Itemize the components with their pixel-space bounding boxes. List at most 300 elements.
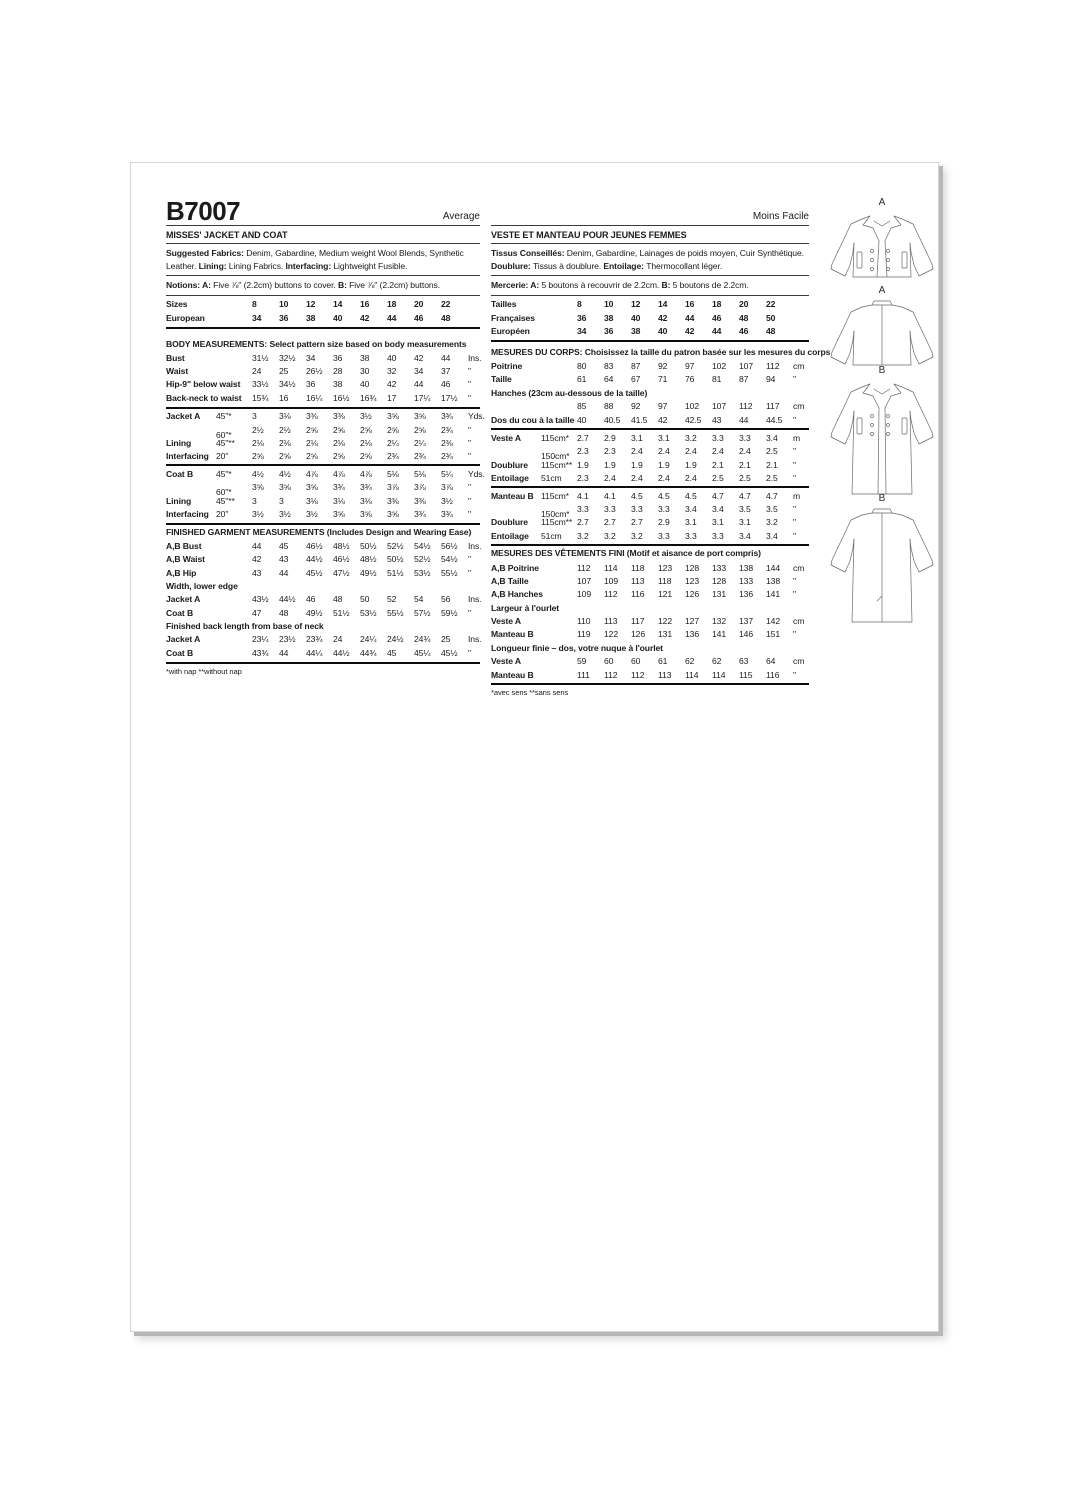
row-label: Veste A 115cm* bbox=[491, 433, 569, 443]
table-cell: 16 bbox=[360, 299, 370, 310]
view-label: B bbox=[878, 365, 886, 376]
unit-cell: m bbox=[793, 490, 801, 501]
row-label: Doublure 115cm** bbox=[491, 517, 573, 528]
row-label: A,B Taille bbox=[491, 575, 529, 586]
table-cell: 110 bbox=[577, 616, 591, 627]
table-row bbox=[491, 601, 809, 614]
table-cell: 118 bbox=[631, 562, 645, 573]
table-cell: 117 bbox=[631, 616, 645, 627]
table-cell: 60 bbox=[604, 656, 614, 667]
table-cell: 88 bbox=[604, 401, 614, 412]
table-cell: 60 bbox=[631, 656, 641, 667]
table-cell: 3.3 bbox=[685, 530, 697, 541]
table-cell: 3 bbox=[252, 495, 257, 506]
notions-text bbox=[166, 278, 480, 293]
table-cell: 3¾ bbox=[441, 411, 453, 422]
fabric-width-spec: 115cm* bbox=[541, 490, 569, 501]
finished-measurements-heading: FINISHED GARMENT MEASUREMENTS (Includes Design and Wearing Ease) bbox=[166, 526, 472, 537]
table-row bbox=[166, 480, 480, 498]
table-row bbox=[166, 539, 480, 552]
french-column bbox=[491, 193, 831, 698]
table-cell: 127 bbox=[685, 616, 700, 627]
table-cell: 23¼ bbox=[252, 634, 269, 645]
table-cell: 53½ bbox=[414, 567, 431, 578]
table-row bbox=[166, 450, 480, 463]
fabric-width-spec: 150cm* bbox=[541, 451, 570, 462]
table-cell: 2.4 bbox=[604, 473, 616, 484]
table-cell: 28 bbox=[333, 366, 343, 377]
table-row bbox=[166, 391, 480, 404]
table-cell: 2⅝ bbox=[360, 424, 372, 435]
table-cell: 114 bbox=[712, 669, 726, 680]
row-label: Doublure 115cm** bbox=[491, 459, 573, 470]
mesures-fini-table bbox=[491, 561, 809, 682]
table-cell: 34 bbox=[577, 326, 587, 337]
table-row bbox=[166, 619, 480, 632]
table-cell: 3⅜ bbox=[333, 411, 345, 422]
suggested-fabrics-text bbox=[166, 246, 480, 273]
table-cell: 3⅞ bbox=[387, 482, 399, 493]
table-cell: 10 bbox=[279, 299, 289, 310]
fabric-width-spec: 60"* bbox=[216, 487, 232, 498]
table-cell: 51½ bbox=[387, 567, 404, 578]
sizes-table-fr bbox=[491, 298, 809, 338]
table-cell: 62 bbox=[712, 656, 722, 667]
unit-cell: cm bbox=[793, 562, 805, 573]
table-cell: 112 bbox=[766, 361, 780, 372]
table-cell: 3⅛ bbox=[279, 411, 291, 422]
table-cell: 3.2 bbox=[685, 433, 697, 443]
unit-cell: " bbox=[793, 530, 796, 541]
unit-cell: " bbox=[468, 366, 471, 377]
unit-cell: " bbox=[468, 554, 471, 565]
table-cell: 3½ bbox=[252, 508, 264, 519]
table-row bbox=[166, 579, 480, 592]
table-cell: 2.5 bbox=[739, 473, 751, 484]
table-cell: 44 bbox=[279, 567, 289, 578]
table-cell: 46½ bbox=[333, 554, 350, 565]
unit-cell: " bbox=[793, 517, 796, 528]
fabric-width-spec: 45"** bbox=[216, 495, 235, 506]
table-cell: 2.7 bbox=[577, 433, 589, 443]
unit-cell: Ins. bbox=[468, 634, 482, 645]
unit-cell: Ins. bbox=[468, 352, 482, 363]
table-cell: 24 bbox=[333, 634, 343, 645]
table-cell: 44½ bbox=[333, 647, 350, 658]
table-cell: 121 bbox=[658, 589, 673, 600]
table-cell: 48 bbox=[279, 607, 289, 618]
table-cell: 61 bbox=[577, 374, 587, 385]
table-cell: 138 bbox=[739, 562, 754, 573]
table-row bbox=[166, 552, 480, 565]
table-row bbox=[491, 298, 809, 311]
table-row bbox=[491, 413, 809, 426]
table-cell: 126 bbox=[631, 629, 646, 640]
unit-cell: " bbox=[793, 629, 796, 640]
row-label: Entoilage 51cm bbox=[491, 530, 562, 541]
table-cell: 5⅛ bbox=[414, 468, 426, 479]
row-label: A,B Waist bbox=[166, 554, 205, 565]
unit-cell: " bbox=[793, 575, 796, 586]
row-heading: Largeur à l'ourlet bbox=[491, 602, 560, 613]
unit-cell: " bbox=[468, 379, 471, 390]
table-cell: 36 bbox=[333, 352, 343, 363]
table-cell: 2.3 bbox=[577, 473, 589, 484]
bold-run: Lining: bbox=[198, 260, 229, 271]
table-row bbox=[491, 588, 809, 601]
table-cell: 37 bbox=[441, 366, 451, 377]
row-label: Sizes bbox=[166, 299, 188, 310]
table-cell: 38 bbox=[631, 326, 641, 337]
table-cell: 2⅝ bbox=[333, 451, 345, 462]
table-row bbox=[491, 325, 809, 338]
text-run: Denim, Gabardine, Lainages de poids moyen, Cuir Synthétique. bbox=[566, 248, 804, 258]
table-cell: 131 bbox=[658, 629, 673, 640]
table-cell: 2.3 bbox=[604, 446, 616, 457]
table-cell: 3.4 bbox=[712, 503, 724, 514]
table-cell: 25 bbox=[279, 366, 289, 377]
table-cell: 16½ bbox=[333, 392, 350, 403]
bold-run: Entoilage: bbox=[603, 260, 647, 271]
thick-divider bbox=[166, 407, 480, 409]
table-cell: 38 bbox=[360, 352, 370, 363]
table-cell: 118 bbox=[658, 575, 672, 586]
table-cell: 2.4 bbox=[658, 446, 670, 457]
unit-cell: " bbox=[793, 473, 796, 484]
table-cell: 23½ bbox=[279, 634, 296, 645]
table-cell: 20 bbox=[739, 299, 749, 310]
table-cell: 2¼ bbox=[414, 438, 426, 448]
fabric-width-spec: 20" bbox=[216, 508, 229, 519]
table-cell: 22 bbox=[766, 299, 776, 310]
table-cell: 3.4 bbox=[766, 530, 778, 541]
table-cell: 44½ bbox=[279, 594, 296, 605]
table-cell: 16 bbox=[685, 299, 695, 310]
table-cell: 2.4 bbox=[685, 473, 697, 484]
table-cell: 3.2 bbox=[604, 530, 616, 541]
table-cell: 3⅝ bbox=[279, 482, 291, 493]
table-cell: 4⅞ bbox=[306, 468, 318, 479]
table-cell: 3.3 bbox=[658, 503, 670, 514]
table-cell: 146 bbox=[739, 629, 754, 640]
table-row bbox=[491, 445, 809, 462]
row-label: Poitrine bbox=[491, 361, 523, 372]
unit-cell: " bbox=[793, 374, 796, 385]
table-cell: 42 bbox=[387, 379, 397, 390]
table-cell: 20 bbox=[414, 299, 424, 310]
unit-cell: cm bbox=[793, 656, 805, 667]
text-run: 5 boutons à recouvrir de 2.2cm. bbox=[541, 280, 662, 291]
row-label: Lining 45"** bbox=[166, 438, 235, 448]
text-run: Five ⅞" (2.2cm) buttons to cover. bbox=[213, 280, 338, 291]
row-label: Jacket A bbox=[166, 634, 201, 645]
table-cell: 2.5 bbox=[766, 446, 778, 457]
table-cell: 114 bbox=[604, 562, 618, 573]
metrage-table bbox=[491, 431, 809, 542]
garment-title-en: MISSES' JACKET AND COAT bbox=[166, 230, 288, 240]
table-cell: 111 bbox=[577, 669, 590, 680]
table-cell: 36 bbox=[604, 326, 614, 337]
unit-cell: Ins. bbox=[468, 594, 482, 605]
table-cell: 2.4 bbox=[685, 446, 697, 457]
table-cell: 56½ bbox=[441, 540, 458, 551]
bold-run: Mercerie: A: bbox=[491, 280, 542, 291]
table-cell: 117 bbox=[766, 401, 780, 412]
table-cell: 4½ bbox=[252, 468, 264, 479]
table-cell: 45 bbox=[279, 540, 289, 551]
table-cell: 2.5 bbox=[712, 473, 724, 484]
row-label: Européen bbox=[491, 326, 530, 337]
table-row bbox=[491, 561, 809, 574]
table-cell: 3⅝ bbox=[360, 508, 372, 519]
table-cell: 3.1 bbox=[631, 433, 643, 443]
table-row bbox=[491, 373, 809, 386]
unit-cell: " bbox=[468, 495, 471, 506]
table-cell: 3⅝ bbox=[252, 482, 264, 493]
table-cell: 44 bbox=[685, 312, 695, 323]
row-label: Veste A bbox=[491, 616, 522, 627]
unit-cell: " bbox=[793, 446, 796, 457]
table-cell: 3.1 bbox=[712, 517, 724, 528]
unit-cell: Ins. bbox=[468, 540, 482, 551]
table-cell: 2.4 bbox=[712, 446, 724, 457]
table-row bbox=[166, 364, 480, 377]
fabric-width-spec: 115cm* bbox=[541, 433, 569, 443]
table-cell: 55½ bbox=[441, 567, 458, 578]
table-cell: 2.4 bbox=[631, 473, 643, 484]
table-cell: 31½ bbox=[252, 352, 269, 363]
table-row bbox=[491, 359, 809, 372]
table-cell: 45 bbox=[387, 647, 397, 658]
table-cell: 4.5 bbox=[658, 490, 670, 501]
table-row bbox=[491, 386, 809, 399]
table-cell: 2¾ bbox=[414, 451, 426, 462]
table-cell: 107 bbox=[577, 575, 592, 586]
table-cell: 2.9 bbox=[604, 433, 616, 443]
table-cell: 2.4 bbox=[739, 446, 751, 457]
table-row bbox=[166, 423, 480, 440]
divider bbox=[491, 295, 809, 296]
sketch-jacket-front bbox=[826, 197, 938, 290]
table-cell: 116 bbox=[631, 589, 645, 600]
table-cell: 42.5 bbox=[685, 414, 702, 425]
table-cell: 2⅝ bbox=[414, 424, 426, 435]
table-cell: 3.4 bbox=[766, 433, 778, 443]
table-cell: 2⅝ bbox=[387, 424, 399, 435]
table-cell: 112 bbox=[739, 401, 753, 412]
table-cell: 61 bbox=[658, 656, 668, 667]
table-row bbox=[491, 458, 809, 471]
table-cell: 59½ bbox=[441, 607, 458, 618]
table-cell: 24¾ bbox=[414, 634, 431, 645]
unit-cell: cm bbox=[793, 361, 805, 372]
table-cell: 85 bbox=[577, 401, 587, 412]
table-cell: 36 bbox=[306, 379, 316, 390]
table-cell: 40 bbox=[333, 312, 343, 323]
table-cell: 2½ bbox=[279, 424, 291, 435]
table-row bbox=[491, 628, 809, 641]
table-cell: 3 bbox=[279, 495, 284, 506]
table-cell: 3½ bbox=[279, 508, 291, 519]
table-cell: 3⅝ bbox=[387, 411, 399, 422]
difficulty-label-fr: Moins Facile bbox=[752, 211, 809, 222]
table-cell: 3⅜ bbox=[306, 411, 318, 422]
table-cell: 3.2 bbox=[577, 530, 589, 541]
table-cell: 113 bbox=[604, 616, 618, 627]
table-cell: 81 bbox=[712, 374, 722, 385]
table-cell: 54½ bbox=[414, 540, 431, 551]
table-row bbox=[491, 311, 809, 324]
table-cell: 97 bbox=[658, 401, 668, 412]
table-divider bbox=[491, 486, 809, 488]
table-cell: 26½ bbox=[306, 366, 323, 377]
table-cell: 1.9 bbox=[685, 459, 697, 470]
table-cell: 142 bbox=[766, 616, 781, 627]
bold-run: B: bbox=[661, 280, 673, 291]
thick-divider bbox=[166, 523, 480, 525]
row-label: Veste A bbox=[491, 656, 522, 667]
table-cell: 3⅝ bbox=[333, 508, 345, 519]
table-cell: 40 bbox=[360, 379, 370, 390]
table-cell: 43 bbox=[252, 567, 262, 578]
table-cell: 3 bbox=[252, 411, 257, 422]
row-label: Coat B bbox=[166, 647, 194, 658]
row-heading: Hanches (23cm au-dessous de la taille) bbox=[491, 387, 648, 398]
header-right bbox=[491, 193, 809, 223]
table-row bbox=[491, 668, 809, 681]
table-cell: 42 bbox=[685, 326, 695, 337]
table-cell: 62 bbox=[685, 656, 695, 667]
row-label: Tailles bbox=[491, 299, 517, 310]
table-cell: 71 bbox=[658, 374, 668, 385]
table-row bbox=[491, 614, 809, 627]
table-cell: 3⅜ bbox=[414, 495, 426, 506]
table-cell: 24¼ bbox=[360, 634, 377, 645]
table-cell: 14 bbox=[333, 299, 343, 310]
table-cell: 44 bbox=[279, 647, 289, 658]
table-row bbox=[166, 467, 485, 480]
table-cell: 50 bbox=[766, 312, 776, 323]
table-cell: 94 bbox=[766, 374, 776, 385]
table-cell: 46 bbox=[712, 312, 722, 323]
table-cell: 3⅞ bbox=[441, 482, 453, 493]
table-cell: 102 bbox=[685, 401, 700, 412]
table-cell: 46½ bbox=[306, 540, 323, 551]
table-row bbox=[166, 351, 480, 364]
fabric-width-spec: 150cm* bbox=[541, 508, 570, 519]
fabric-width-spec: 115cm** bbox=[541, 459, 573, 470]
sizes-table-en bbox=[166, 298, 480, 325]
text-run: Denim, Gabardine, Medium weight Wool Blends, Synthetic Leather. bbox=[166, 248, 464, 271]
table-cell: 3⅝ bbox=[414, 411, 426, 422]
row-label: Interfacing 20" bbox=[166, 508, 229, 519]
table-cell: 3⅝ bbox=[387, 508, 399, 519]
bold-run: Interfacing: bbox=[285, 260, 334, 271]
finished-measurements-table bbox=[166, 539, 480, 660]
table-cell: 24½ bbox=[387, 634, 404, 645]
table-cell: 56 bbox=[441, 594, 451, 605]
table-cell: 2⅝ bbox=[252, 451, 264, 462]
table-cell: 48 bbox=[333, 594, 343, 605]
fabric-width-spec: 20" bbox=[216, 451, 229, 462]
view-label: A bbox=[878, 197, 886, 208]
table-cell: 4⅞ bbox=[360, 468, 372, 479]
table-cell: 33½ bbox=[252, 379, 269, 390]
table-cell: 50½ bbox=[387, 554, 404, 565]
table-cell: 1.9 bbox=[658, 459, 670, 470]
table-row bbox=[166, 633, 480, 646]
table-cell: 109 bbox=[604, 575, 619, 586]
table-cell: 10 bbox=[604, 299, 614, 310]
table-cell: 42 bbox=[360, 312, 370, 323]
table-cell: 40 bbox=[387, 352, 397, 363]
table-row bbox=[491, 489, 809, 502]
table-cell: 123 bbox=[658, 562, 673, 573]
table-cell: 32 bbox=[387, 366, 397, 377]
pattern-envelope-back-page bbox=[130, 162, 939, 1332]
table-cell: 48 bbox=[739, 312, 749, 323]
row-heading: Width, lower edge bbox=[166, 580, 238, 591]
table-cell: 16 bbox=[279, 392, 289, 403]
yardage-table bbox=[166, 410, 485, 521]
table-cell: 3.4 bbox=[685, 503, 697, 514]
table-cell: 2⅛ bbox=[360, 438, 372, 448]
table-cell: 42 bbox=[252, 554, 262, 565]
table-cell: 44½ bbox=[306, 554, 323, 565]
jacket-front-drawing bbox=[826, 210, 938, 290]
row-label: Coat B 45"* bbox=[166, 468, 232, 479]
table-cell: 5¼ bbox=[441, 468, 453, 479]
table-cell: 36 bbox=[279, 312, 289, 323]
table-cell: 8 bbox=[577, 299, 582, 310]
unit-cell: " bbox=[468, 451, 471, 462]
body-measurements-heading: BODY MEASUREMENTS: Select pattern size based on body measurements bbox=[166, 338, 467, 349]
table-cell: 38 bbox=[604, 312, 614, 323]
table-row bbox=[491, 400, 809, 413]
table-cell: 3.2 bbox=[766, 517, 778, 528]
table-cell: 2.1 bbox=[766, 459, 778, 470]
table-cell: 112 bbox=[577, 562, 591, 573]
table-cell: 2⅝ bbox=[306, 451, 318, 462]
table-cell: 138 bbox=[766, 575, 781, 586]
table-cell: 2.1 bbox=[712, 459, 724, 470]
table-row bbox=[491, 502, 809, 519]
table-cell: 44 bbox=[739, 414, 749, 425]
table-cell: 128 bbox=[712, 575, 727, 586]
unit-cell: " bbox=[468, 424, 471, 435]
table-cell: 16¾ bbox=[360, 392, 377, 403]
table-cell: 112 bbox=[631, 669, 645, 680]
table-cell: 2⅛ bbox=[306, 438, 318, 448]
table-cell: 48½ bbox=[333, 540, 350, 551]
table-cell: 44 bbox=[252, 540, 262, 551]
table-cell: 34 bbox=[252, 312, 262, 323]
table-cell: 80 bbox=[577, 361, 587, 372]
table-cell: 3⅛ bbox=[360, 495, 372, 506]
table-cell: 97 bbox=[685, 361, 695, 372]
table-cell: 50½ bbox=[360, 540, 377, 551]
unit-cell: " bbox=[468, 567, 471, 578]
table-cell: 3⅜ bbox=[387, 495, 399, 506]
table-cell: 151 bbox=[766, 629, 781, 640]
table-cell: 22 bbox=[441, 299, 451, 310]
row-label: Manteau B 115cm* bbox=[491, 490, 569, 501]
table-cell: 43½ bbox=[252, 594, 269, 605]
table-cell: 4.1 bbox=[577, 490, 589, 501]
table-cell: 45¼ bbox=[414, 647, 431, 658]
table-cell: 3⅛ bbox=[306, 495, 318, 506]
table-cell: 2⅝ bbox=[279, 451, 291, 462]
